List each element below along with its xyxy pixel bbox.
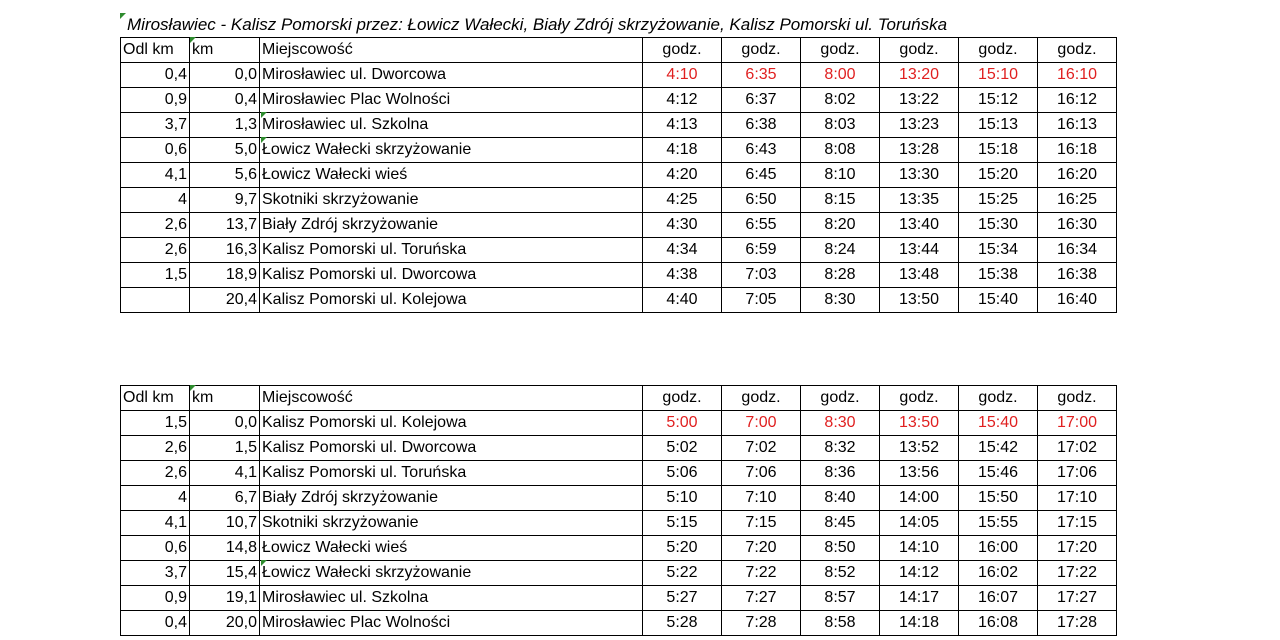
stop-name-cell: Kalisz Pomorski ul. Toruńska (260, 238, 643, 263)
departure-time-cell: 7:27 (722, 586, 801, 611)
header-godz: godz. (801, 38, 880, 63)
departure-time-cell: 14:00 (880, 486, 959, 511)
departure-time-cell: 15:25 (959, 188, 1038, 213)
departure-time-cell: 7:28 (722, 611, 801, 636)
departure-time-cell: 8:36 (801, 461, 880, 486)
departure-time-cell: 15:46 (959, 461, 1038, 486)
table-row (121, 288, 1117, 313)
departure-time-cell: 13:40 (880, 213, 959, 238)
odl-km-cell: 2,6 (121, 436, 190, 461)
departure-time-cell: 6:38 (722, 113, 801, 138)
header-godz: godz. (801, 386, 880, 411)
departure-time-cell: 7:22 (722, 561, 801, 586)
comment-marker (261, 112, 267, 118)
departure-time-cell: 13:30 (880, 163, 959, 188)
departure-time-cell: 7:06 (722, 461, 801, 486)
stop-name-cell: Łowicz Wałecki wieś (260, 163, 643, 188)
departure-time-cell: 5:22 (643, 561, 722, 586)
stop-name-cell: Łowicz Wałecki wieś (260, 536, 643, 561)
departure-time-cell: 6:55 (722, 213, 801, 238)
departure-time-cell: 16:10 (1038, 63, 1117, 88)
km-cell: 4,1 (190, 461, 260, 486)
stop-name-cell: Kalisz Pomorski ul. Dworcowa (260, 436, 643, 461)
header-odl-km: Odl km (121, 386, 190, 411)
table-row (121, 113, 1117, 138)
departure-time-cell: 15:50 (959, 486, 1038, 511)
header-row (121, 386, 1117, 411)
header-godz: godz. (959, 38, 1038, 63)
departure-time-cell: 14:05 (880, 511, 959, 536)
stop-name-cell: Mirosławiec ul. Szkolna (260, 586, 643, 611)
departure-time-cell: 17:27 (1038, 586, 1117, 611)
departure-time-cell: 8:58 (801, 611, 880, 636)
stop-name-cell: Skotniki skrzyżowanie (260, 188, 643, 213)
header-godz: godz. (722, 386, 801, 411)
departure-time-cell: 8:08 (801, 138, 880, 163)
km-cell: 15,4 (190, 561, 260, 586)
stop-name-cell: Kalisz Pomorski ul. Dworcowa (260, 263, 643, 288)
table-row (121, 561, 1117, 586)
table-row (121, 586, 1117, 611)
odl-km-cell: 4,1 (121, 163, 190, 188)
odl-km-cell: 0,4 (121, 611, 190, 636)
departure-time-cell: 17:15 (1038, 511, 1117, 536)
departure-time-cell: 8:03 (801, 113, 880, 138)
departure-time-cell: 13:35 (880, 188, 959, 213)
departure-time-cell: 8:15 (801, 188, 880, 213)
departure-time-cell: 5:15 (643, 511, 722, 536)
table-row (121, 536, 1117, 561)
odl-km-cell: 2,6 (121, 461, 190, 486)
departure-time-cell: 16:40 (1038, 288, 1117, 313)
table-body (121, 411, 1117, 636)
km-cell: 16,3 (190, 238, 260, 263)
departure-time-cell: 13:48 (880, 263, 959, 288)
departure-time-cell: 15:40 (959, 288, 1038, 313)
departure-time-cell: 5:28 (643, 611, 722, 636)
departure-time-cell: 6:43 (722, 138, 801, 163)
table-row (121, 163, 1117, 188)
departure-time-cell: 14:10 (880, 536, 959, 561)
departure-time-cell: 8:02 (801, 88, 880, 113)
km-cell: 0,4 (190, 88, 260, 113)
departure-time-cell: 8:10 (801, 163, 880, 188)
departure-time-cell: 16:25 (1038, 188, 1117, 213)
km-cell: 1,5 (190, 436, 260, 461)
departure-time-cell: 14:17 (880, 586, 959, 611)
km-cell: 20,4 (190, 288, 260, 313)
departure-time-cell: 7:05 (722, 288, 801, 313)
departure-time-cell: 7:03 (722, 263, 801, 288)
odl-km-cell: 4,1 (121, 511, 190, 536)
departure-time-cell: 8:30 (801, 288, 880, 313)
km-cell: 18,9 (190, 263, 260, 288)
departure-time-cell: 7:20 (722, 536, 801, 561)
departure-time-cell: 8:50 (801, 536, 880, 561)
departure-time-cell: 4:10 (643, 63, 722, 88)
comment-marker (261, 137, 267, 143)
odl-km-cell: 3,7 (121, 113, 190, 138)
departure-time-cell: 15:55 (959, 511, 1038, 536)
table-row (121, 63, 1117, 88)
departure-time-cell: 13:20 (880, 63, 959, 88)
departure-time-cell: 8:24 (801, 238, 880, 263)
departure-time-cell: 17:02 (1038, 436, 1117, 461)
departure-time-cell: 8:45 (801, 511, 880, 536)
table-row (121, 486, 1117, 511)
departure-time-cell: 7:02 (722, 436, 801, 461)
departure-time-cell: 13:56 (880, 461, 959, 486)
departure-time-cell: 8:20 (801, 213, 880, 238)
departure-time-cell: 17:20 (1038, 536, 1117, 561)
departure-time-cell: 15:38 (959, 263, 1038, 288)
stop-name-cell: Kalisz Pomorski ul. Kolejowa (260, 288, 643, 313)
timetable-outbound (120, 37, 1117, 313)
departure-time-cell: 4:34 (643, 238, 722, 263)
timetable-return (120, 385, 1117, 636)
departure-time-cell: 8:57 (801, 586, 880, 611)
odl-km-cell: 4 (121, 188, 190, 213)
departure-time-cell: 14:12 (880, 561, 959, 586)
departure-time-cell: 16:07 (959, 586, 1038, 611)
table-row (121, 511, 1117, 536)
stop-name-cell: Mirosławiec ul. Dworcowa (260, 63, 643, 88)
departure-time-cell: 8:32 (801, 436, 880, 461)
table-row (121, 411, 1117, 436)
departure-time-cell: 17:06 (1038, 461, 1117, 486)
route-title: Mirosławiec - Kalisz Pomorski przez: Łowicz Wałecki, Biały Zdrój skrzyżowanie, Kalisz Pomorski ul. Toruńska (127, 15, 948, 34)
odl-km-cell: 0,6 (121, 536, 190, 561)
departure-time-cell: 16:38 (1038, 263, 1117, 288)
km-cell: 0,0 (190, 411, 260, 436)
departure-time-cell: 6:35 (722, 63, 801, 88)
departure-time-cell: 15:10 (959, 63, 1038, 88)
departure-time-cell: 17:28 (1038, 611, 1117, 636)
odl-km-cell: 2,6 (121, 238, 190, 263)
odl-km-cell: 0,9 (121, 88, 190, 113)
departure-time-cell: 17:10 (1038, 486, 1117, 511)
odl-km-cell: 0,4 (121, 63, 190, 88)
stop-name-cell: Skotniki skrzyżowanie (260, 511, 643, 536)
header-odl-km: Odl km (121, 38, 190, 63)
departure-time-cell: 16:18 (1038, 138, 1117, 163)
departure-time-cell: 15:40 (959, 411, 1038, 436)
departure-time-cell: 13:23 (880, 113, 959, 138)
departure-time-cell: 16:02 (959, 561, 1038, 586)
stop-name-cell: Biały Zdrój skrzyżowanie (260, 213, 643, 238)
odl-km-cell: 3,7 (121, 561, 190, 586)
departure-time-cell: 5:00 (643, 411, 722, 436)
table-row (121, 461, 1117, 486)
stop-name-cell: Mirosławiec Plac Wolności (260, 611, 643, 636)
comment-marker (261, 560, 267, 566)
header-godz: godz. (959, 386, 1038, 411)
departure-time-cell: 4:30 (643, 213, 722, 238)
departure-time-cell: 13:50 (880, 411, 959, 436)
departure-time-cell: 5:02 (643, 436, 722, 461)
departure-time-cell: 15:13 (959, 113, 1038, 138)
departure-time-cell: 6:37 (722, 88, 801, 113)
departure-time-cell: 4:25 (643, 188, 722, 213)
table-row (121, 138, 1117, 163)
odl-km-cell: 0,6 (121, 138, 190, 163)
departure-time-cell: 16:30 (1038, 213, 1117, 238)
departure-time-cell: 13:28 (880, 138, 959, 163)
table-row (121, 88, 1117, 113)
departure-time-cell: 6:45 (722, 163, 801, 188)
km-cell: 10,7 (190, 511, 260, 536)
odl-km-cell (121, 288, 190, 313)
departure-time-cell: 4:18 (643, 138, 722, 163)
departure-time-cell: 5:10 (643, 486, 722, 511)
stop-name-cell: Łowicz Wałecki skrzyżowanie (260, 138, 643, 163)
departure-time-cell: 5:06 (643, 461, 722, 486)
departure-time-cell: 8:30 (801, 411, 880, 436)
departure-time-cell: 4:13 (643, 113, 722, 138)
odl-km-cell: 1,5 (121, 263, 190, 288)
table-body (121, 63, 1117, 313)
table-row (121, 263, 1117, 288)
header-godz: godz. (643, 38, 722, 63)
odl-km-cell: 1,5 (121, 411, 190, 436)
departure-time-cell: 7:00 (722, 411, 801, 436)
header-godz: godz. (880, 38, 959, 63)
departure-time-cell: 16:08 (959, 611, 1038, 636)
header-godz: godz. (1038, 386, 1117, 411)
km-cell: 1,3 (190, 113, 260, 138)
header-miejscowosc: Miejscowość (260, 386, 643, 411)
departure-time-cell: 5:20 (643, 536, 722, 561)
comment-marker (190, 37, 196, 43)
departure-time-cell: 4:12 (643, 88, 722, 113)
stop-name-cell: Łowicz Wałecki skrzyżowanie (260, 561, 643, 586)
comment-marker (190, 385, 196, 391)
departure-time-cell: 5:27 (643, 586, 722, 611)
departure-time-cell: 15:30 (959, 213, 1038, 238)
departure-time-cell: 8:00 (801, 63, 880, 88)
departure-time-cell: 17:22 (1038, 561, 1117, 586)
stop-name-cell: Mirosławiec Plac Wolności (260, 88, 643, 113)
departure-time-cell: 4:20 (643, 163, 722, 188)
departure-time-cell: 16:00 (959, 536, 1038, 561)
departure-time-cell: 16:34 (1038, 238, 1117, 263)
departure-time-cell: 7:10 (722, 486, 801, 511)
departure-time-cell: 8:28 (801, 263, 880, 288)
departure-time-cell: 8:52 (801, 561, 880, 586)
departure-time-cell: 16:12 (1038, 88, 1117, 113)
departure-time-cell: 7:15 (722, 511, 801, 536)
odl-km-cell: 0,9 (121, 586, 190, 611)
odl-km-cell: 2,6 (121, 213, 190, 238)
km-cell: 20,0 (190, 611, 260, 636)
km-cell: 0,0 (190, 63, 260, 88)
header-godz: godz. (880, 386, 959, 411)
table-row (121, 436, 1117, 461)
stop-name-cell: Kalisz Pomorski ul. Kolejowa (260, 411, 643, 436)
departure-time-cell: 13:52 (880, 436, 959, 461)
departure-time-cell: 13:22 (880, 88, 959, 113)
stop-name-cell: Kalisz Pomorski ul. Toruńska (260, 461, 643, 486)
km-cell: 5,6 (190, 163, 260, 188)
departure-time-cell: 14:18 (880, 611, 959, 636)
departure-time-cell: 13:44 (880, 238, 959, 263)
odl-km-cell: 4 (121, 486, 190, 511)
departure-time-cell: 4:38 (643, 263, 722, 288)
stop-name-cell: Biały Zdrój skrzyżowanie (260, 486, 643, 511)
table-row (121, 238, 1117, 263)
km-cell: 6,7 (190, 486, 260, 511)
header-godz: godz. (1038, 38, 1117, 63)
km-cell: 9,7 (190, 188, 260, 213)
departure-time-cell: 4:40 (643, 288, 722, 313)
table-row (121, 611, 1117, 636)
km-cell: 14,8 (190, 536, 260, 561)
header-godz: godz. (643, 386, 722, 411)
departure-time-cell: 15:34 (959, 238, 1038, 263)
departure-time-cell: 15:20 (959, 163, 1038, 188)
departure-time-cell: 8:40 (801, 486, 880, 511)
km-cell: 5,0 (190, 138, 260, 163)
departure-time-cell: 15:42 (959, 436, 1038, 461)
departure-time-cell: 16:20 (1038, 163, 1117, 188)
km-cell: 19,1 (190, 586, 260, 611)
departure-time-cell: 15:12 (959, 88, 1038, 113)
header-row (121, 38, 1117, 63)
table-row (121, 188, 1117, 213)
header-miejscowosc: Miejscowość (260, 38, 643, 63)
departure-time-cell: 13:50 (880, 288, 959, 313)
departure-time-cell: 6:59 (722, 238, 801, 263)
header-km: km (190, 38, 260, 63)
table-row (121, 213, 1117, 238)
header-km: km (190, 386, 260, 411)
departure-time-cell: 15:18 (959, 138, 1038, 163)
stop-name-cell: Mirosławiec ul. Szkolna (260, 113, 643, 138)
departure-time-cell: 16:13 (1038, 113, 1117, 138)
km-cell: 13,7 (190, 213, 260, 238)
departure-time-cell: 6:50 (722, 188, 801, 213)
departure-time-cell: 17:00 (1038, 411, 1117, 436)
comment-marker (120, 13, 126, 19)
header-godz: godz. (722, 38, 801, 63)
